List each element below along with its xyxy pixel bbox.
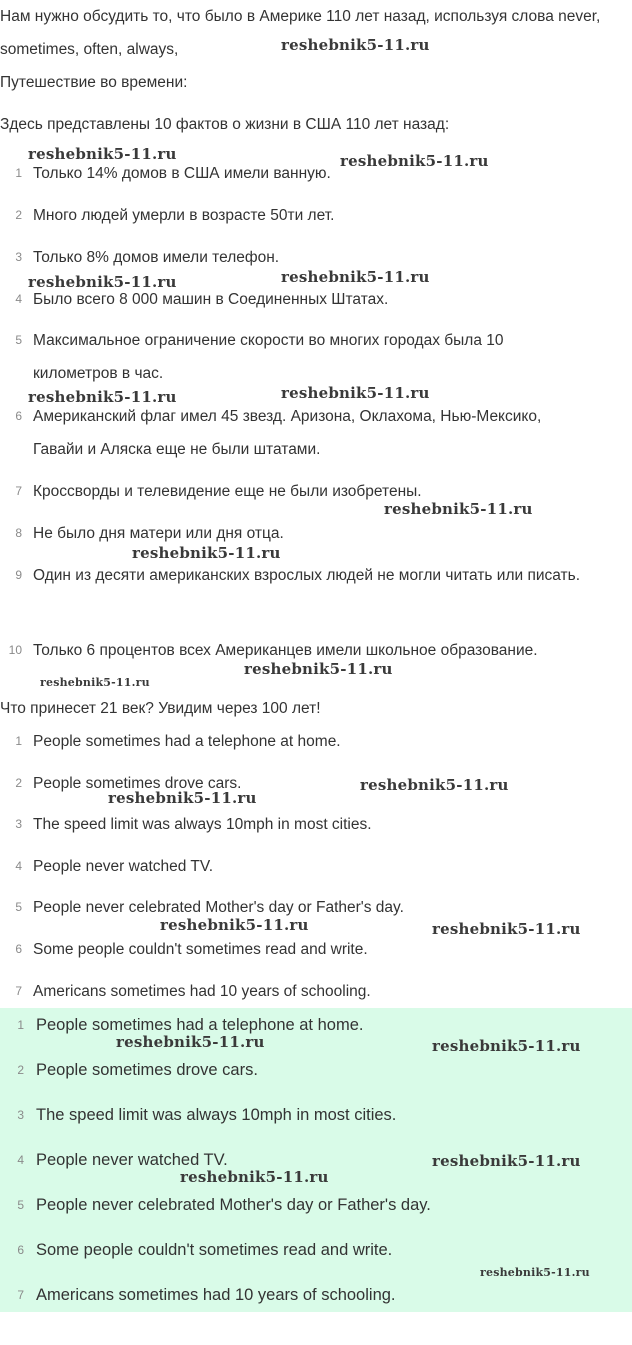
watermark: reshebnik5-11.ru [28, 273, 177, 291]
watermark: reshebnik5-11.ru [281, 36, 430, 54]
watermark: reshebnik5-11.ru [180, 1168, 329, 1186]
list-text: Много людей умерли в возрасте 50ти лет. [33, 207, 335, 224]
list-text: People never celebrated Mother's day or Father's day. [36, 1196, 431, 1214]
list-item [0, 1099, 632, 1131]
watermark: reshebnik5-11.ru [432, 1037, 581, 1055]
list-item [0, 1279, 632, 1311]
list-text: People sometimes drove cars. [36, 1061, 258, 1079]
list-text: Не было дня матери или дня отца. [33, 525, 284, 542]
list-text: Максимальное ограничение скорости во многих городах была 10 километров в час. [33, 332, 504, 382]
list-text: Americans sometimes had 10 years of schooling. [33, 983, 371, 1000]
list-text: Только 14% домов в США имели ванную. [33, 165, 331, 182]
list-number: 3 [15, 817, 22, 831]
list-item [0, 517, 632, 550]
list-item [0, 1054, 632, 1086]
list-number: 8 [15, 526, 22, 540]
list-item [0, 767, 632, 800]
list-item [0, 559, 632, 592]
list-number: 6 [15, 942, 22, 956]
list-number: 4 [15, 292, 22, 306]
list-item [0, 1189, 632, 1221]
list-number: 9 [15, 568, 22, 582]
list-item [0, 850, 632, 883]
list-number: 2 [15, 776, 22, 790]
facts-intro: Здесь представлены 10 фактов о жизни в США 110 лет назад: [0, 116, 450, 133]
list-number: 7 [17, 1288, 24, 1302]
list-text: The speed limit was always 10mph in most cities. [36, 1106, 397, 1124]
list-text: People sometimes had a telephone at home. [33, 733, 341, 750]
list-number: 10 [8, 643, 22, 657]
list-number: 7 [15, 484, 22, 498]
list-number: 1 [15, 166, 22, 180]
list-text: Кроссворды и телевидение еще не были изобретены. [33, 483, 422, 500]
watermark: reshebnik5-11.ru [340, 152, 489, 170]
watermark: reshebnik5-11.ru [480, 1266, 590, 1279]
list-number: 2 [15, 208, 22, 222]
intro-paragraph: Нам нужно обсудить то, что было в Америке 110 лет назад, используя слова never, sometimes, often, always, [0, 8, 601, 58]
list-text: The speed limit was always 10mph in most cities. [33, 816, 372, 833]
list-text: People sometimes had a telephone at home. [36, 1016, 364, 1034]
list-item [0, 975, 632, 1008]
list-number: 3 [17, 1108, 24, 1122]
watermark: reshebnik5-11.ru [40, 676, 150, 689]
list-item [0, 324, 632, 382]
time-travel-heading: Путешествие во времени: [0, 74, 188, 91]
list-number: 5 [15, 900, 22, 914]
list-number: 2 [17, 1063, 24, 1077]
list-text: Было всего 8 000 машин в Соединенных Штатах. [33, 291, 389, 308]
list-text: Some people couldn't sometimes read and write. [33, 941, 368, 958]
list-number: 1 [15, 734, 22, 748]
watermark: reshebnik5-11.ru [160, 916, 309, 934]
list-text: Some people couldn't sometimes read and write. [36, 1241, 393, 1259]
watermark: reshebnik5-11.ru [432, 920, 581, 938]
list-text: Только 8% домов имели телефон. [33, 249, 280, 266]
list-number: 3 [15, 250, 22, 264]
watermark: reshebnik5-11.ru [281, 384, 430, 402]
list-text: People sometimes drove cars. [33, 775, 242, 792]
list-item [0, 199, 632, 232]
future-heading: Что принесет 21 век? Увидим через 100 лет! [0, 700, 321, 717]
list-number: 5 [15, 333, 22, 347]
watermark: reshebnik5-11.ru [28, 145, 177, 163]
list-text: Один из десяти американских взрослых людей не могли читать или писать. [33, 567, 581, 584]
list-text: People never watched TV. [33, 858, 214, 875]
list-item [0, 808, 632, 841]
list-number: 6 [15, 409, 22, 423]
watermark: reshebnik5-11.ru [132, 544, 281, 562]
list-number: 4 [15, 859, 22, 873]
list-number: 1 [17, 1018, 24, 1032]
list-number: 4 [17, 1153, 24, 1167]
list-text: People never celebrated Mother's day or Father's day. [33, 899, 404, 916]
list-item [0, 1234, 632, 1266]
list-item [0, 475, 632, 508]
list-text: Americans sometimes had 10 years of schooling. [36, 1286, 396, 1304]
list-number: 5 [17, 1198, 24, 1212]
list-text: Только 6 процентов всех Американцев имели школьное образование. [33, 642, 538, 659]
watermark: reshebnik5-11.ru [281, 268, 430, 286]
list-text: People never watched TV. [36, 1151, 228, 1169]
watermark: reshebnik5-11.ru [432, 1152, 581, 1170]
watermark: reshebnik5-11.ru [116, 1033, 265, 1051]
list-text: Американский флаг имел 45 звезд. Аризона, Оклахома, Нью-Мексико, Гавайи и Аляска еще не были штатами. [33, 408, 542, 458]
list-item [0, 725, 632, 758]
watermark: reshebnik5-11.ru [384, 500, 533, 518]
watermark: reshebnik5-11.ru [244, 660, 393, 678]
watermark: reshebnik5-11.ru [360, 776, 509, 794]
list-number: 6 [17, 1243, 24, 1257]
watermark: reshebnik5-11.ru [108, 789, 257, 807]
watermark: reshebnik5-11.ru [28, 388, 177, 406]
list-number: 7 [15, 984, 22, 998]
